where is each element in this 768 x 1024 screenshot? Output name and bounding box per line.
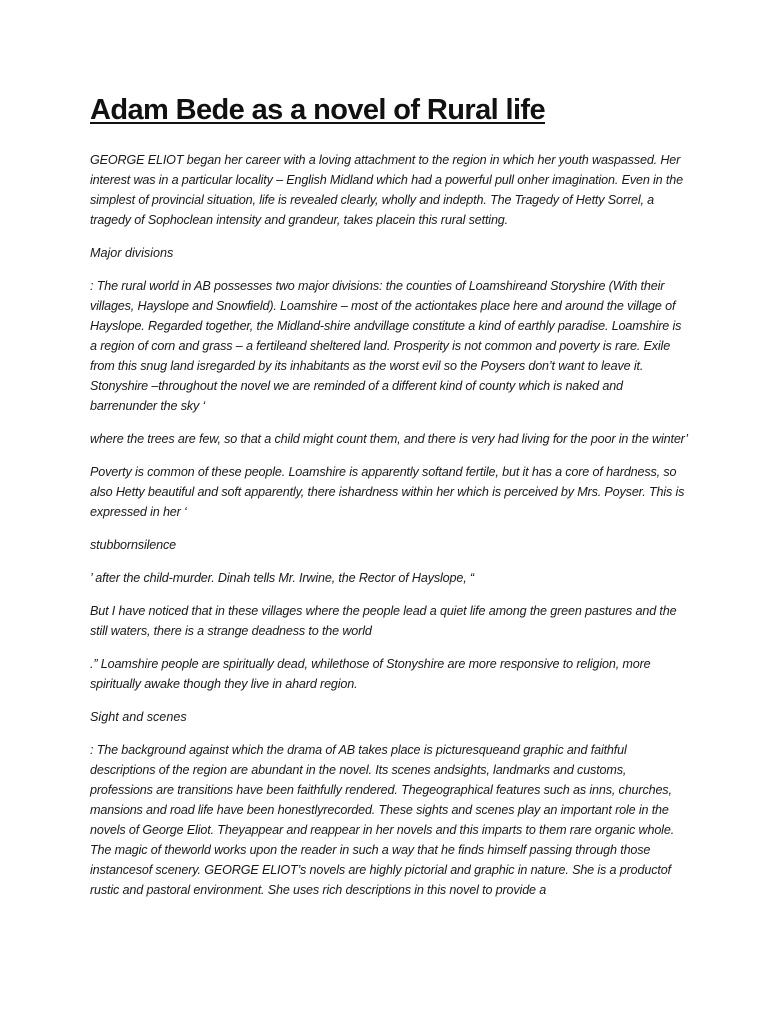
intro-paragraph: GEORGE ELIOT began her career with a loving attachment to the region in which her youth waspassed. Her interest was in a particular locality – English Midland which had a powerful pull onher imagination. Even in the simplest of provincial situation, life is revealed clearly, wholly and indepth. The Tragedy of Hetty Sorrel, a tragedy of Sophoclean intensity and grandeur, takes placein this rural setting. (90, 153, 683, 227)
document-title: Adam Bede as a novel of Rural life (90, 94, 546, 126)
document-body (90, 150, 690, 913)
major-divisions-paragraph: : The rural world in AB possesses two major divisions: the counties of Loamshireand Storyshire (With their villages, Hayslope and Snowfield). Loamshire – most of the actiontakes place here and around the village of Hayslope. Regarded together, the Midland-shire andvillage constitute a kind of earthly paradise. Loamshire is a region of corn and grass – a fertileand sheltered land. Prosperity is not common and poverty is rare. Exile from this snug land isregarded by its inhabitants as the worst evil so the Poysers don’t want to leave it. Stonyshire –throughout the novel we are reminded of a different kind of county which is naked and barrenunder the sky ‘ (90, 279, 682, 413)
spiritual-paragraph: .” Loamshire people are spiritually dead, whilethose of Stonyshire are more responsive to religion, more spiritually awake though they live in ahard region. (90, 657, 651, 691)
poverty-paragraph: Poverty is common of these people. Loamshire is apparently softand fertile, but it has a core of hardness, so also Hetty beautiful and soft apparently, there ishardness within her which is perceived by Mrs. Poyser. This is expressed in her ‘ (90, 465, 685, 519)
section-heading-major-divisions: Major divisions (90, 246, 174, 260)
dinah-paragraph: ’ after the child-murder. Dinah tells Mr. Irwine, the Rector of Hayslope, “ (90, 571, 474, 585)
section-heading-sight-and-scenes: Sight and scenes (90, 710, 187, 724)
quote-paragraph-trees: where the trees are few, so that a child might count them, and there is very had living for the poor in the winter’ (90, 432, 688, 446)
sight-and-scenes-paragraph: : The background against which the drama of AB takes place is picturesqueand graphic and faithful descriptions of the region are abundant in the novel. Its scenes andsights, landmarks and customs, professions are transitions have been faithfully rendered. Thegeographical features such as inns, churches, mansions and road life have been honestlyrecorded. These sights and scenes play an important role in the novels of George Eliot. Theyappear and reappear in her novels and this imparts to them rare organic whole. The magic of theworld works upon the reader in such a way that he finds himself passing through those instancesof scenery. GEORGE ELIOT’s novels are highly pictorial and graphic in nature. She is a productof rustic and pastoral environment. She uses rich descriptions in this novel to provide a (90, 743, 675, 897)
quote-stubborn-silence: stubbornsilence (90, 538, 176, 552)
quote-paragraph-villages: But I have noticed that in these villages where the people lead a quiet life among the green pastures and the still waters, there is a strange deadness to the world (90, 604, 677, 638)
